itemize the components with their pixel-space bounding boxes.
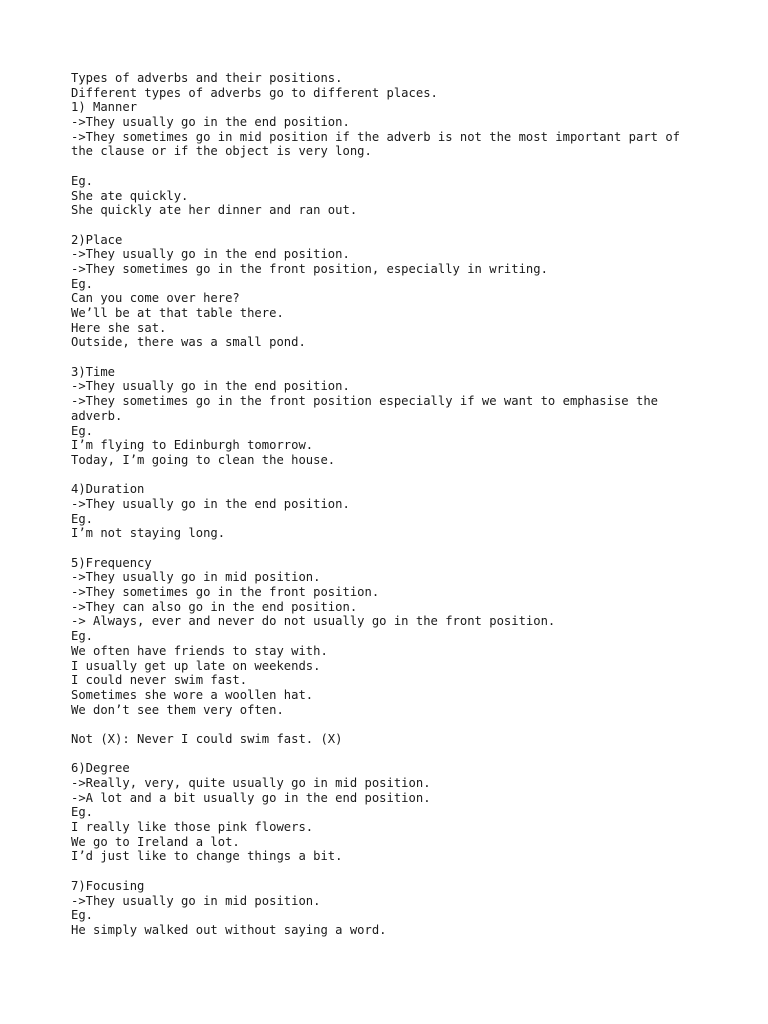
- text-line: -> Always, ever and never do not usually go in the front position.: [71, 614, 556, 629]
- text-line: ->They usually go in the end position.: [71, 496, 350, 511]
- text-line: I’m not staying long.: [71, 526, 226, 541]
- text-line: I could never swim fast.: [71, 673, 248, 688]
- text-line: We go to Ireland a lot.: [71, 834, 240, 849]
- text-line: Outside, there was a small pond.: [71, 335, 306, 350]
- text-line: She ate quickly.: [71, 188, 189, 203]
- text-line: Eg.: [71, 423, 94, 438]
- blank-line: [71, 468, 711, 483]
- blank-line: [71, 350, 711, 365]
- text-line: 4)Duration: [71, 482, 145, 497]
- text-line: Different types of adverbs go to different places.: [71, 85, 438, 100]
- text-line: ->They usually go in mid position.: [71, 893, 321, 908]
- blank-line: [71, 541, 711, 556]
- text-line: Eg.: [71, 173, 94, 188]
- text-line: the clause or if the object is very long.: [71, 144, 372, 159]
- text-line: Today, I’m going to clean the house.: [71, 452, 336, 467]
- text-line: I’m flying to Edinburgh tomorrow.: [71, 438, 314, 453]
- text-line: Can you come over here?: [71, 291, 240, 306]
- text-line: Types of adverbs and their positions.: [71, 71, 343, 85]
- text-line: ->Really, very, quite usually go in mid position.: [71, 776, 431, 790]
- text-line: Eg.: [71, 276, 94, 291]
- text-line: Eg.: [71, 629, 94, 644]
- text-line: Eg.: [71, 908, 94, 923]
- blank-line: [71, 864, 711, 879]
- text-line: We don’t see them very often.: [71, 702, 284, 717]
- text-line: 3)Time: [71, 364, 116, 379]
- text-line: I’d just like to change things a bit.: [71, 849, 343, 864]
- text-line: ->They sometimes go in the front position, especially in writing.: [71, 261, 548, 276]
- text-line: He simply walked out without saying a word.: [71, 922, 387, 937]
- text-line: ->A lot and a bit usually go in the end position.: [71, 790, 431, 805]
- text-line: ->They usually go in mid position.: [71, 570, 321, 585]
- text-line: ->They usually go in the end position.: [71, 115, 350, 130]
- text-line: Eg.: [71, 805, 94, 820]
- text-line: ->They sometimes go in the front position especially if we want to emphasise the: [71, 394, 658, 409]
- blank-line: [71, 717, 711, 732]
- text-line: ->They usually go in the end position.: [71, 379, 350, 394]
- text-line: ->They sometimes go in the front position.: [71, 585, 380, 600]
- text-line: We often have friends to stay with.: [71, 643, 328, 658]
- text-line: 6)Degree: [71, 761, 130, 776]
- blank-line: [71, 747, 711, 762]
- text-line: 5)Frequency: [71, 555, 152, 570]
- text-line: I really like those pink flowers.: [71, 820, 314, 835]
- text-line: ->They sometimes go in mid position if the adverb is not the most important part of: [71, 129, 681, 144]
- text-line: Here she sat.: [71, 320, 167, 335]
- text-line: adverb.: [71, 408, 123, 423]
- text-line: 1) Manner: [71, 100, 138, 115]
- blank-line: [71, 159, 711, 174]
- text-line: ->They can also go in the end position.: [71, 599, 358, 614]
- text-line: We’ll be at that table there.: [71, 306, 284, 320]
- text-line: 2)Place: [71, 232, 123, 247]
- text-line: I usually get up late on weekends.: [71, 658, 321, 673]
- text-line: She quickly ate her dinner and ran out.: [71, 203, 358, 218]
- text-line: Eg.: [71, 511, 94, 526]
- text-line: 7)Focusing: [71, 878, 145, 893]
- text-line: Not (X): Never I could swim fast. (X): [71, 731, 343, 746]
- text-line: Sometimes she wore a woollen hat.: [71, 687, 314, 702]
- text-line: ->They usually go in the end position.: [71, 247, 350, 262]
- blank-line: [71, 218, 711, 233]
- document-body: [71, 71, 711, 938]
